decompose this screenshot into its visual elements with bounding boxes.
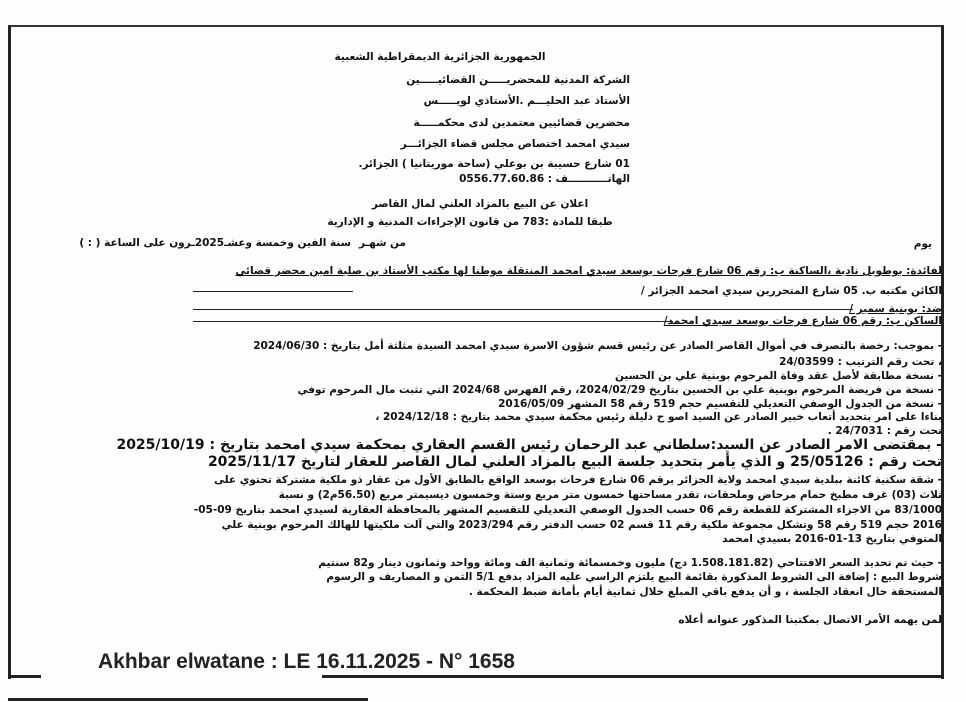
publication-reference: Akhbar elwatane : LE 16.11.2025 - N° 1658 <box>98 650 515 673</box>
blank-line <box>193 309 853 310</box>
republic-heading: الجمهورية الجزائرية الديمقراطية الشعبية <box>334 51 546 63</box>
office-address: 01 شارع حسيبة بن بوعلي (ساحة موريتانيا ) الجزائر. <box>358 158 630 170</box>
basis-line: ، تحت رقم الترتيب : 24/03599 <box>779 356 942 368</box>
property-line: 83/1000 من الاجزاء المشتركة للقطعة رقم 06 حسب الجدول الوصفي التعديلي للتقسيم المشهر بالمحافظة العقارية لسيدي امحمد بتاريخ 09-05- <box>193 504 942 516</box>
requester-line: لفائدة: بوطويل نادية ،الساكنة ب: رقم 06 شارع فرحات بوسعد سيدي امحمد المنتقلة موطنا لها مكتب الأستاذ بن صلية امين محضر قضائي <box>235 265 942 277</box>
frame-bottom-right-rule <box>322 675 941 678</box>
court-order-line: تحت رقم : 25/05126 و الذي يأمر بتحديد جلسة البيع بالمزاد العلني لمال القاصر للعقار لتاريخ 2025/11/17 <box>207 454 942 470</box>
page-bottom-rule <box>8 698 368 701</box>
basis-line: - نسخة من فريضة المرحوم بوبنية علي بن الحسين بتاريخ 2024/02/29، رقم الفهرس 2024/68 التي تثبت مال المرحوم توفي <box>297 384 942 396</box>
blank-line <box>193 321 673 322</box>
sale-year-time: سنة الفين وخمسة وعشـ2025ـرون على الساعة ( : ) <box>79 237 351 249</box>
notice-legal-basis: طبقا للمادة :783 من قانون الإجراءات المدنية و الإدارية <box>327 216 613 228</box>
office-line: الأستاذ عبد الحليـــم .الأستاذي لويـــــس <box>423 95 630 107</box>
frame-bottom-left-rule <box>8 675 41 678</box>
court-order-line: - بمقتضى الامر الصادر عن السيد:سلطاني عبد الرحمان رئيس القسم العقاري بمحكمة سيدي امحمد بتاريخ : 2025/10/19 <box>116 437 942 453</box>
office-line: سيدي امحمد اختصاص مجلس قضاء الجزائـــر <box>400 138 630 150</box>
notice-title: اعلان عن البيع بالمزاد العلني لمال القاصر <box>371 198 589 210</box>
property-line: المتوفي بتاريخ 13-01-2016 بسيدي امحمد <box>722 533 942 545</box>
blank-line <box>193 291 353 292</box>
basis-line: - بموجب: رخصة بالتصرف في أموال القاصر الصادر عن رئيس قسم شؤون الاسرة سيدي امحمد السيدة مثلثة أمل بتاريخ : 2024/06/30 <box>253 340 942 352</box>
basis-line: بناءا على امر بتحديد أتعاب خبير الصادر عن السيد اصو ح دليلة رئيس محكمة سيدي محمد بتاريخ : 2024/12/18 ، <box>375 411 942 423</box>
contact-line: لمن يهمه الأمر الاتصال بمكتبنا المذكور عنوانه أعلاه <box>678 614 942 626</box>
basis-line: تحت رقم : 24/7031 . <box>827 425 942 437</box>
defendant-line: ضد: بوبنية سمير / <box>849 303 942 315</box>
sale-conditions: المستحقة حال انعقاد الجلسة ، و أن يدفع باقي المبلغ خلال ثمانية أيام بأمانة ضبط المحكمة . <box>468 586 942 598</box>
basis-line: - نسخة من الجدول الوصفي التعديلي للتقسيم حجم 519 رقم 58 المشهر 2016/05/09 <box>498 398 942 410</box>
defendant-address: الساكن ب: رقم 06 شارع فرحات بوسعد سيدي امحمد/ <box>663 315 942 327</box>
requester-address: الكائن مكتبه ب. 05 شارع المتحررين سيدي امحمد الجزائر / <box>640 285 942 297</box>
sale-month-label: من شهـر <box>359 237 406 249</box>
property-line: - شقة سكنية كائنة ببلدية سيدي امحمد ولاية الجزائر برقم 06 شارع فرحات بوسعد الواقع بالطابق الأول من عقار ذو ملكية مشتركة تحتوي على <box>214 474 942 486</box>
basis-line: - نسخة مطابقة لأصل عقد وفاة المرحوم بوبنية علي بن الحسين <box>614 370 942 382</box>
property-line: 2016 حجم 519 رقم 58 وتشكل مجموعة ملكية رقم 11 قسم 02 حسب الدفتر رقم 2023/294 والتي آلت ملكيتها للهالك المرحوم بوبنية علي <box>221 519 942 531</box>
opening-price: - حيث تم تحديد السعر الافتتاحي (1.508.181.82 دج) مليون وخمسمائة وثمانية الف ومائة وواحد وثمانون دينار و82 سنتيم <box>318 557 942 569</box>
sale-conditions: شروط البيع : إضافة الى الشروط المذكورة بقائمة البيع يلتزم الراسي عليه المزاد بدفع 5/1 الثمن و المصاريف و الرسوم <box>326 571 942 583</box>
office-line: الشركة المدنية للمحضريـــــن القضائيـــــين <box>406 74 630 86</box>
office-phone: الهاتـــــــــــف : 0556.77.60.86 <box>459 173 630 185</box>
office-line: محضرين قضائيين معتمدين لدى محكمـــــة <box>413 117 630 129</box>
sale-day-label: يوم <box>913 238 932 250</box>
property-line: ثلاث (03) غرف مطبخ حمام مرحاض وملحقات، تقدر مساحتها خمسون متر مربع وستة وخمسون ديسيمتر مربع (56.50م2) و نسبة <box>278 489 942 501</box>
